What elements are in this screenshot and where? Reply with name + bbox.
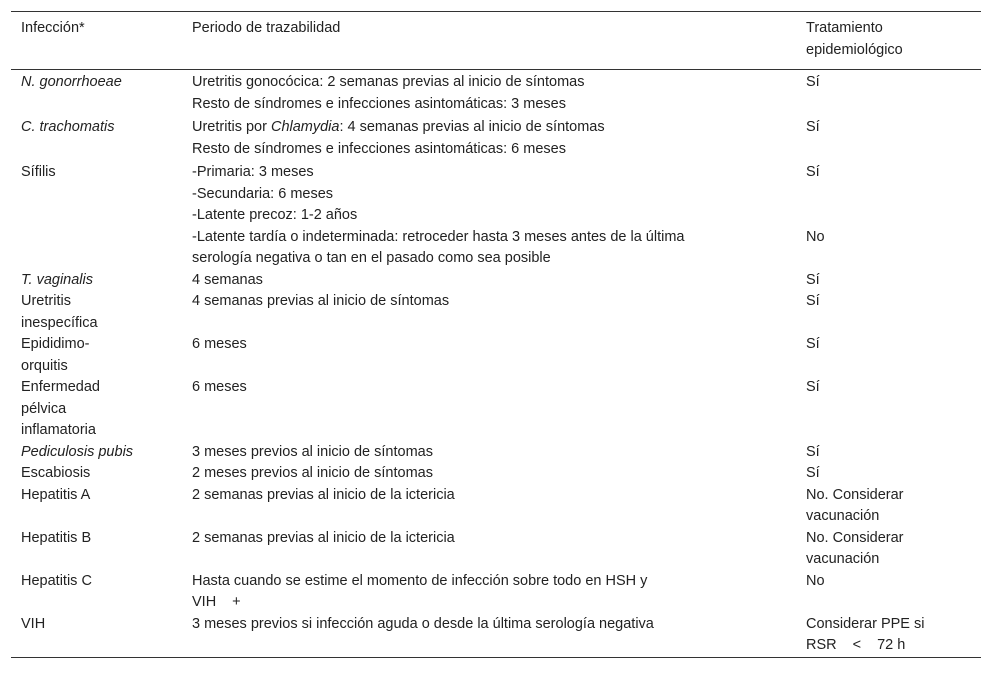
treatment-line: vacunación	[806, 508, 880, 524]
header-tratamiento-line1: Tratamiento	[806, 20, 883, 36]
period-cell	[182, 70, 796, 116]
table-header	[11, 12, 981, 70]
treatment-text: RSR	[806, 637, 837, 653]
infection-name: Pediculosis pubis	[21, 443, 134, 460]
infection-name	[11, 334, 182, 377]
period-text: VIH	[192, 594, 217, 610]
treatment-cell: Sí	[806, 293, 820, 309]
treatment-line: No. Considerar	[806, 486, 904, 503]
period-line: Uretritis gonocócica: 2 semanas previas al inicio de síntomas	[192, 74, 585, 90]
infection-name-line: pélvica	[21, 400, 67, 417]
treatment-cell: No	[806, 228, 825, 245]
table-row	[11, 270, 981, 292]
table-row	[11, 571, 981, 614]
period-line: -Latente precoz: 1-2 años	[192, 207, 358, 223]
infection-name-empty	[11, 227, 182, 270]
treatment-cell: Sí	[806, 465, 820, 481]
header-infeccion: Infección*	[21, 20, 85, 36]
period-cell: 2 meses previos al inicio de síntomas	[192, 465, 433, 481]
infection-name: Hepatitis A	[21, 486, 91, 503]
infection-name-line: Epididimo-	[21, 336, 90, 352]
table-row	[11, 70, 981, 116]
period-line	[192, 117, 786, 139]
infection-name-line: orquitis	[21, 357, 68, 374]
table-row	[11, 614, 981, 658]
infection-name-line: inflamatoria	[21, 422, 96, 438]
treatment-cell: Sí	[806, 379, 820, 395]
period-cell: 3 meses previos si infección aguda o desde la última serología negativa	[192, 615, 654, 632]
period-cell: 3 meses previos al inicio de síntomas	[192, 443, 433, 460]
treatment-cell: Sí	[806, 164, 820, 180]
treatment-cell	[796, 485, 981, 528]
treatment-cell: Sí	[806, 271, 820, 288]
period-cell: 6 meses	[192, 336, 247, 352]
period-line	[192, 592, 786, 614]
table-row	[11, 334, 981, 377]
treatment-cell: Sí	[806, 443, 820, 460]
period-line: Resto de síndromes e infecciones asintomáticas: 3 meses	[192, 95, 566, 112]
table-row	[11, 377, 981, 442]
treatment-cell	[796, 528, 981, 571]
infection-name: C. trachomatis	[21, 119, 115, 135]
infection-name: Hepatitis B	[21, 529, 92, 546]
header-tratamiento-line2: epidemiológico	[806, 41, 903, 58]
table-body	[11, 70, 981, 658]
table-row	[11, 115, 981, 160]
header-row	[11, 12, 981, 70]
period-line: Resto de síndromes e infecciones asintomáticas: 6 meses	[192, 140, 566, 157]
period-cell: 4 semanas previas al inicio de síntomas	[192, 293, 450, 309]
table-row	[11, 528, 981, 571]
period-line: serología negativa o tan en el pasado como sea posible	[192, 250, 551, 266]
header-tratamiento	[796, 12, 981, 70]
table-row	[11, 291, 981, 334]
table-container	[11, 11, 981, 658]
period-line: -Latente tardía o indeterminada: retroceder hasta 3 meses antes de la última	[192, 228, 685, 245]
infection-name: Sífilis	[21, 164, 56, 180]
infection-name-line: inespecífica	[21, 314, 98, 331]
table-row	[11, 442, 981, 464]
infection-name: T. vaginalis	[21, 271, 94, 288]
infection-name	[11, 377, 182, 442]
infection-name: N. gonorrhoeae	[21, 74, 122, 90]
period-cell	[182, 227, 796, 270]
treatment-cell: No	[806, 572, 825, 589]
period-text: Uretritis por	[192, 119, 271, 135]
period-text-italic: Chlamydia	[270, 119, 340, 135]
table-row	[11, 485, 981, 528]
period-cell	[182, 571, 796, 614]
treatment-cell: Sí	[806, 74, 820, 90]
superscript-plus: +	[232, 594, 241, 610]
period-cell	[182, 115, 796, 160]
treatment-cell	[796, 614, 981, 658]
treatment-line	[806, 635, 971, 657]
period-cell: 2 semanas previas al inicio de la ictericia	[192, 529, 455, 546]
treatment-cell: Sí	[806, 119, 820, 135]
treatment-line: No. Considerar	[806, 529, 904, 546]
treatment-text: 72 h	[877, 637, 906, 653]
table-row	[11, 160, 981, 227]
period-line: Hasta cuando se estime el momento de infección sobre todo en HSH y	[192, 572, 648, 589]
header-periodo: Periodo de trazabilidad	[192, 20, 341, 36]
period-cell: 2 semanas previas al inicio de la ictericia	[192, 486, 455, 503]
treatment-cell: Sí	[806, 336, 820, 352]
treatment-line: Considerar PPE si	[806, 615, 925, 632]
period-line: -Primaria: 3 meses	[192, 164, 314, 180]
table-row	[11, 463, 981, 485]
infection-name: Escabiosis	[21, 465, 91, 481]
table-row	[11, 227, 981, 270]
period-cell: 4 semanas	[192, 271, 263, 288]
trazabilidad-table	[11, 11, 981, 658]
period-cell	[182, 160, 796, 227]
infection-name	[11, 291, 182, 334]
less-than-symbol: <	[852, 637, 862, 653]
period-cell: 6 meses	[192, 379, 247, 395]
infection-name: Hepatitis C	[21, 572, 92, 589]
infection-name-line: Uretritis	[21, 293, 71, 309]
infection-name-line: Enfermedad	[21, 379, 100, 395]
period-text: : 4 semanas previas al inicio de síntomas	[339, 119, 605, 135]
infection-name: VIH	[21, 615, 46, 632]
treatment-line: vacunación	[806, 551, 880, 567]
period-line: -Secundaria: 6 meses	[192, 185, 334, 202]
